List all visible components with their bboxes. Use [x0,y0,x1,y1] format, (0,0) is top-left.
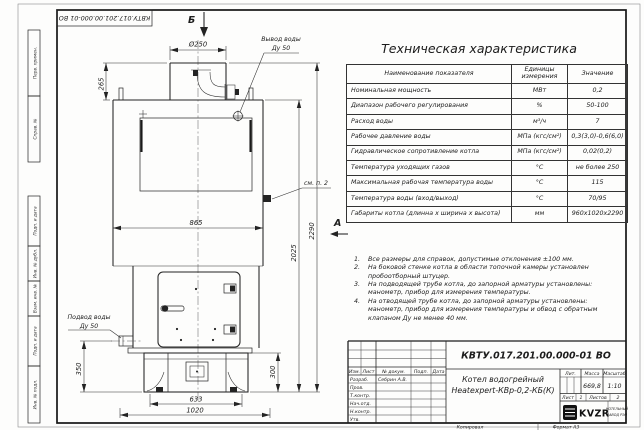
note-number: 2. [354,264,361,272]
col-list: Лист [362,370,375,375]
mass-label: Масса [584,372,600,377]
sheet-value: 1 [579,395,583,401]
dim-265: 265 [97,77,106,91]
plugged-fitting-mark [139,110,147,118]
list-item [351,281,614,298]
boiler-base [128,348,252,392]
note-text: Все размеры для справок, допустимые отклонения ±100 мм. [368,256,574,263]
spec-cell: 0,2 [568,84,628,99]
top-code-text: КВТУ.017.201.00.000-01 ВО [58,14,151,22]
dim-300: 300 [269,365,277,379]
spec-cell: % [512,99,568,114]
spec-cell: 70/95 [568,191,628,206]
format-label: Формат А3 [552,425,580,430]
margin-label-sprav-n: Справ. № [33,118,39,140]
logo-sub1: КОТЕЛЬНЫЙ [605,407,629,411]
sheet-label: Лист [562,395,574,401]
note-number: 1. [354,256,361,263]
spec-cell: 7 [568,114,628,129]
spec-col-value: Значение [568,65,628,84]
sheets-value: 2 [616,395,620,401]
spec-header-row [347,65,628,84]
table-row [347,114,628,129]
col-izm: Изм. [348,370,361,375]
note-ref-label: см. п. 2 [304,180,328,187]
spec-cell: Гидравлическое сопротивление котла [347,145,512,160]
lit-label: Лит. [565,372,576,377]
spec-cell: Температура уходящих газов [347,160,512,175]
table-row [347,176,628,191]
row-razrab: Разраб. [350,378,369,383]
dim-1020: 1020 [186,406,204,415]
spec-col-units: Единицы измерения [512,65,568,84]
spec-col-name: Наименование показателя [347,65,512,84]
spec-cell: Номинальная мощность [347,84,512,99]
water-outlet-fitting [233,111,244,122]
inlet-label-line2: Ду 50 [79,323,99,330]
spec-cell: 115 [568,176,628,191]
margin-label-vzam-inv: Взам. инв. № [33,283,39,314]
spec-cell: °С [512,160,568,175]
table-row [347,191,628,206]
dim-350: 350 [75,362,83,376]
table-row [347,207,628,222]
margin-label-podp-data-2: Подп. и дата [33,326,39,356]
spec-cell: мм [512,207,568,222]
dim-633: 633 [189,395,203,404]
boiler-front-view [111,12,271,400]
title-block [348,341,628,430]
title-block-doc-number: КВТУ.017.201.00.000-01 ВО [461,350,611,362]
row-nachotd: Нач.отд. [350,402,371,407]
row-tkontr: Т.контр. [350,394,371,399]
dim-2025: 2025 [290,244,298,262]
margin-label-inv-podl: Инв. № подл. [33,379,39,410]
dimensions [68,36,349,418]
spec-cell: Рабочее давление воды [347,130,512,145]
logo-sub2: ЗАВОД РЭП [606,413,628,417]
table-row [347,84,628,99]
col-doc: № докум. [381,370,406,375]
spec-cell: м³/ч [512,114,568,129]
row-prov: Пров. [350,386,364,391]
furnace-door [158,272,240,347]
outlet-label-line1: Вывод воды [261,36,301,43]
spec-table [346,64,624,223]
scale-value: 1:10 [607,383,622,390]
table-row [347,145,628,160]
margin-stamp-column [28,30,40,423]
col-podp: Подп. [413,370,429,375]
notes-list [351,256,614,323]
spec-cell: 50-100 [568,99,628,114]
list-item [351,264,614,281]
note-number: 4. [354,297,361,305]
spec-cell: 960х1020х2290 [568,207,628,222]
spec-cell: Максимальная рабочая температура воды [347,176,512,191]
spec-cell: °С [512,191,568,206]
note-text: На боковой стенке котла в области топочной камеры установлен пробоотборный штуцер. [368,264,589,280]
view-b-label: Б [188,15,196,26]
spec-cell: Температура воды (вход/выход) [347,191,512,206]
top-code-box [57,10,152,26]
margin-label-perv-primen: Перв. примен. [33,46,39,80]
note-text: На подводящей трубе котла, до запорной арматуры установлены: манометр, прибор для измерения температуры. [368,281,593,297]
margin-label-podp-data-1: Подп. и дата [33,206,39,236]
spec-cell: 0,02(0,2) [568,145,628,160]
row-nkontr: Н.контр. [350,410,371,415]
spec-cell: 0,3(3,0)-0,6(6,0) [568,130,628,145]
kvzr-logo [563,405,628,420]
inlet-label-line1: Подвод воды [67,314,111,321]
row-utv: Утв. [350,418,360,423]
outlet-label-line2: Ду 50 [271,45,291,52]
spec-cell: Диапазон рабочего регулирования [347,99,512,114]
sampling-stub [263,195,271,202]
product-name-line2: Heatexpert-КВр-0,2-КБ(К) [451,386,555,395]
spec-cell: МПа (кгс/см²) [512,130,568,145]
spec-cell: °С [512,176,568,191]
view-a-label: А [334,218,342,229]
dim-2290: 2290 [308,222,316,240]
dim-865: 865 [189,219,203,227]
mass-value: 669,8 [583,383,601,390]
list-item [351,298,614,323]
table-row [347,160,628,175]
razrab-name: Себрин А.В. [378,378,408,383]
spec-cell: не более 250 [568,160,628,175]
table-row [347,130,628,145]
logo-text: KVZR [579,408,610,420]
table-row [347,99,628,114]
water-inlet-fitting [111,336,142,346]
spec-cell: Расход воды [347,114,512,129]
sheets-label: Листов [589,395,607,401]
spec-cell: Габариты котла (длинна х ширина х высота) [347,207,512,222]
scale-label: Масштаб [603,372,626,377]
spec-cell: МПа (кгс/см²) [512,145,568,160]
product-name-line1: Котел водогрейный [462,375,544,384]
margin-label-inv-dubl: Инв. № дубл. [33,248,39,279]
dim-d250: Ø250 [188,40,208,49]
note-text: На отводящей трубе котла, до запорной арматуры установлены: манометр, прибор для измерения температуры и обвод с обратным клапаном Ду не менее 40 мм. [368,297,598,322]
copied-label: Копировал [456,425,484,430]
note-number: 3. [354,281,361,289]
spec-cell: МВт [512,84,568,99]
col-data: Дата [432,370,445,375]
spec-title: Техническая характеристика [381,41,577,56]
